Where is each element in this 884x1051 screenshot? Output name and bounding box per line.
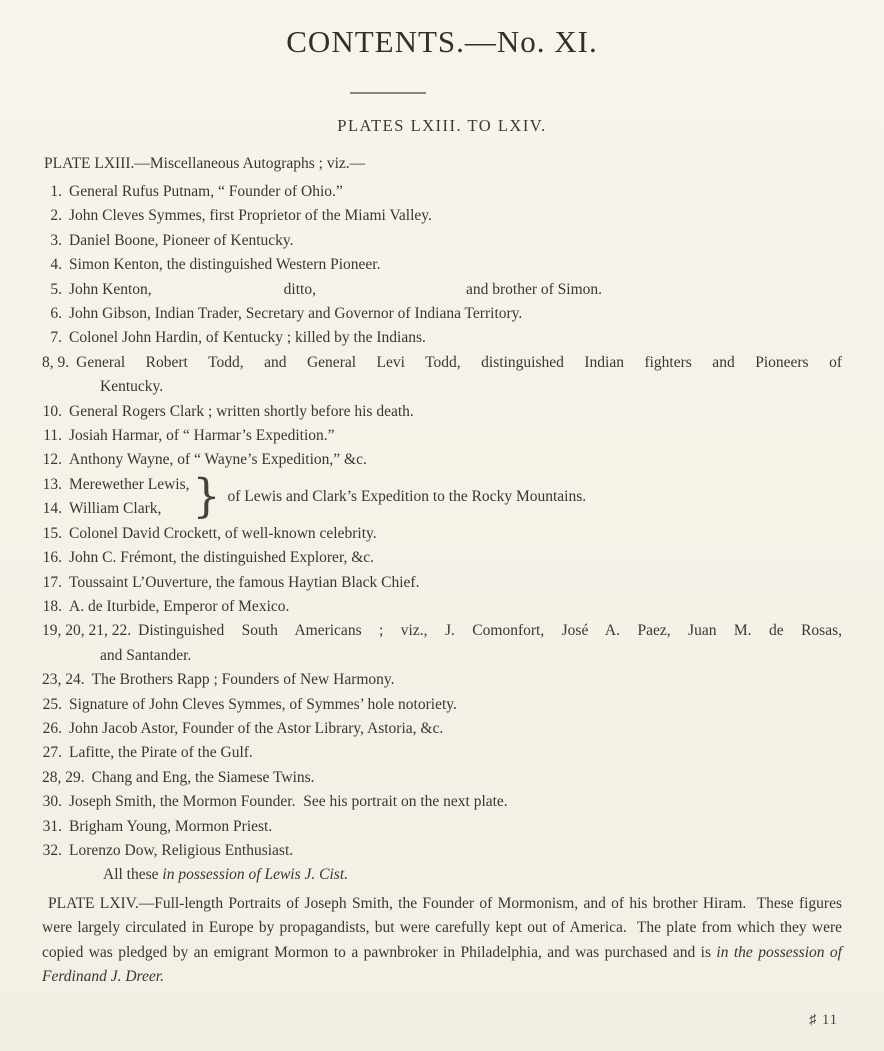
item-number: 15. bbox=[42, 524, 62, 542]
item-text: John Gibson, Indian Trader, Secretary and Governor of Indiana Territory. bbox=[69, 305, 523, 323]
toc-item bbox=[42, 595, 842, 619]
item-number: 32. bbox=[42, 841, 62, 859]
page-title: CONTENTS.—No. XI. bbox=[286, 24, 598, 59]
toc-item bbox=[42, 448, 842, 472]
brace-shared-text: of Lewis and Clark’s Expedition to the Rocky Mountains. bbox=[227, 488, 587, 506]
item-text: Colonel John Hardin, of Kentucky ; killed by the Indians. bbox=[69, 329, 426, 347]
item-number: 1. bbox=[50, 183, 62, 200]
toc-item bbox=[42, 302, 842, 326]
possession-plain-text: All these bbox=[103, 866, 163, 884]
item-number: 13. bbox=[42, 475, 62, 493]
toc-item bbox=[42, 839, 842, 863]
item-number: 11. bbox=[43, 427, 62, 445]
item-text: Josiah Harmar, of “ Harmar’s Expedition.” bbox=[69, 427, 335, 445]
item-number: 4. bbox=[50, 256, 62, 274]
item-number: 14. bbox=[42, 500, 62, 518]
item-text: Chang and Eng, the Siamese Twins. bbox=[91, 768, 315, 786]
item-text: William Clark, bbox=[69, 500, 162, 518]
item-number: 6. bbox=[50, 305, 62, 323]
item-text-part: ditto, bbox=[283, 280, 316, 298]
toc-item bbox=[42, 180, 842, 204]
item-text: Simon Kenton, the distinguished Western Pioneer. bbox=[69, 256, 381, 274]
toc-item bbox=[42, 668, 842, 692]
possession-italic-text: in possession of Lewis J. Cist. bbox=[162, 866, 348, 884]
item-text: A. de Iturbide, Emperor of Mexico. bbox=[69, 597, 290, 615]
title-divider-rule bbox=[350, 92, 426, 94]
item-text-continuation: Kentucky. bbox=[100, 378, 164, 396]
item-number: 2. bbox=[50, 207, 62, 225]
item-text: Colonel David Crockett, of well-known celebrity. bbox=[69, 524, 377, 542]
toc-item bbox=[42, 522, 842, 546]
item-text bbox=[69, 278, 842, 302]
item-number: 31. bbox=[42, 817, 62, 835]
toc-item bbox=[42, 497, 190, 521]
item-text-continuation: and Santander. bbox=[100, 646, 192, 664]
item-text: The Brothers Rapp ; Founders of New Harmony. bbox=[91, 671, 395, 689]
toc-item bbox=[42, 326, 842, 350]
item-text: John Cleves Symmes, first Proprietor of the Miami Valley. bbox=[69, 207, 432, 225]
toc-item bbox=[42, 741, 842, 765]
toc-item bbox=[42, 546, 842, 570]
item-number: 12. bbox=[42, 451, 62, 469]
toc-item bbox=[42, 278, 842, 302]
toc-item bbox=[42, 766, 842, 790]
plates-heading: PLATES LXIII. TO LXIV. bbox=[337, 116, 547, 135]
item-text-part: and brother of Simon. bbox=[465, 280, 603, 298]
item-text-part: John Kenton, bbox=[69, 280, 152, 298]
item-number: 3. bbox=[50, 231, 62, 249]
toc-item bbox=[42, 424, 842, 448]
item-number: 26. bbox=[42, 719, 62, 737]
item-number: 10. bbox=[42, 402, 62, 420]
item-number: 17. bbox=[42, 573, 62, 591]
item-number: 5. bbox=[50, 280, 62, 298]
item-text: Merewether Lewis, bbox=[69, 475, 190, 493]
item-text: Lorenzo Dow, Religious Enthusiast. bbox=[69, 841, 294, 859]
brace-glyph: } bbox=[192, 470, 221, 524]
toc-item bbox=[42, 815, 842, 839]
toc-item bbox=[42, 473, 190, 497]
plate-63-heading: PLATE LXIII.—Miscellaneous Autographs ; viz.— bbox=[44, 155, 366, 172]
toc-item bbox=[42, 619, 842, 643]
item-text: Anthony Wayne, of “ Wayne’s Expedition,” &c. bbox=[69, 451, 367, 469]
possession-note bbox=[103, 863, 842, 887]
item-number: 27. bbox=[42, 744, 62, 762]
item-number: 8, 9. bbox=[42, 353, 70, 371]
plate-63-list bbox=[42, 180, 842, 888]
item-text: Signature of John Cleves Symmes, of Symmes’ hole notoriety. bbox=[69, 695, 457, 713]
toc-item bbox=[42, 400, 842, 424]
toc-item bbox=[42, 253, 842, 277]
item-number: 23, 24. bbox=[42, 671, 85, 689]
toc-item bbox=[42, 351, 842, 375]
toc-item bbox=[42, 790, 842, 814]
item-text: John Jacob Astor, Founder of the Astor Library, Astoria, &c. bbox=[69, 719, 444, 737]
plate-64-text: PLATE LXIV.—Full-length Portraits of Joseph Smith, the Founder of Mormonism, and of his brother Hiram. These figures were largely circulated in Europe by propagandists, but were carefully kept out of America. The plate from which they were copied was pledged by an emigrant Mormon to a pawnbroker in Philadelphia, and was purchased and is bbox=[42, 894, 842, 961]
item-text: General Rogers Clark ; written shortly before his death. bbox=[69, 402, 414, 420]
plate-64-italic-text: in the possession of Ferdinand J. Dreer. bbox=[42, 943, 842, 985]
toc-item bbox=[42, 693, 842, 717]
toc-item bbox=[42, 571, 842, 595]
item-text: Joseph Smith, the Mormon Founder. See his portrait on the next plate. bbox=[69, 793, 508, 811]
item-number: 19, 20, 21, 22. bbox=[42, 622, 132, 640]
item-text: Brigham Young, Mormon Priest. bbox=[69, 817, 273, 835]
toc-item bbox=[42, 204, 842, 228]
toc-item bbox=[42, 717, 842, 741]
item-text: Daniel Boone, Pioneer of Kentucky. bbox=[69, 231, 294, 249]
item-text: John C. Frémont, the distinguished Explorer, &c. bbox=[69, 549, 375, 567]
item-text: General Rufus Putnam, “ Founder of Ohio.” bbox=[69, 183, 343, 200]
item-number: 7. bbox=[50, 329, 62, 347]
item-text: Lafitte, the Pirate of the Gulf. bbox=[69, 744, 253, 762]
item-text: General Robert Todd, and General Levi Todd, distinguished Indian fighters and Pioneers of bbox=[76, 353, 842, 371]
item-text: Toussaint L’Ouverture, the famous Haytian Black Chief. bbox=[69, 573, 420, 591]
printer-signature-mark: ♯ 11 bbox=[809, 1012, 838, 1028]
toc-item bbox=[42, 229, 842, 253]
item-number: 18. bbox=[42, 597, 62, 615]
item-number: 16. bbox=[42, 549, 62, 567]
plate-64-paragraph bbox=[42, 892, 842, 990]
item-number: 30. bbox=[42, 793, 62, 811]
item-number: 25. bbox=[42, 695, 62, 713]
item-number: 28, 29. bbox=[42, 768, 85, 786]
lewis-clark-braced-group bbox=[42, 470, 842, 524]
item-text: Distinguished South Americans ; viz., J. Comonfort, José A. Paez, Juan M. de Rosas, bbox=[138, 622, 842, 640]
